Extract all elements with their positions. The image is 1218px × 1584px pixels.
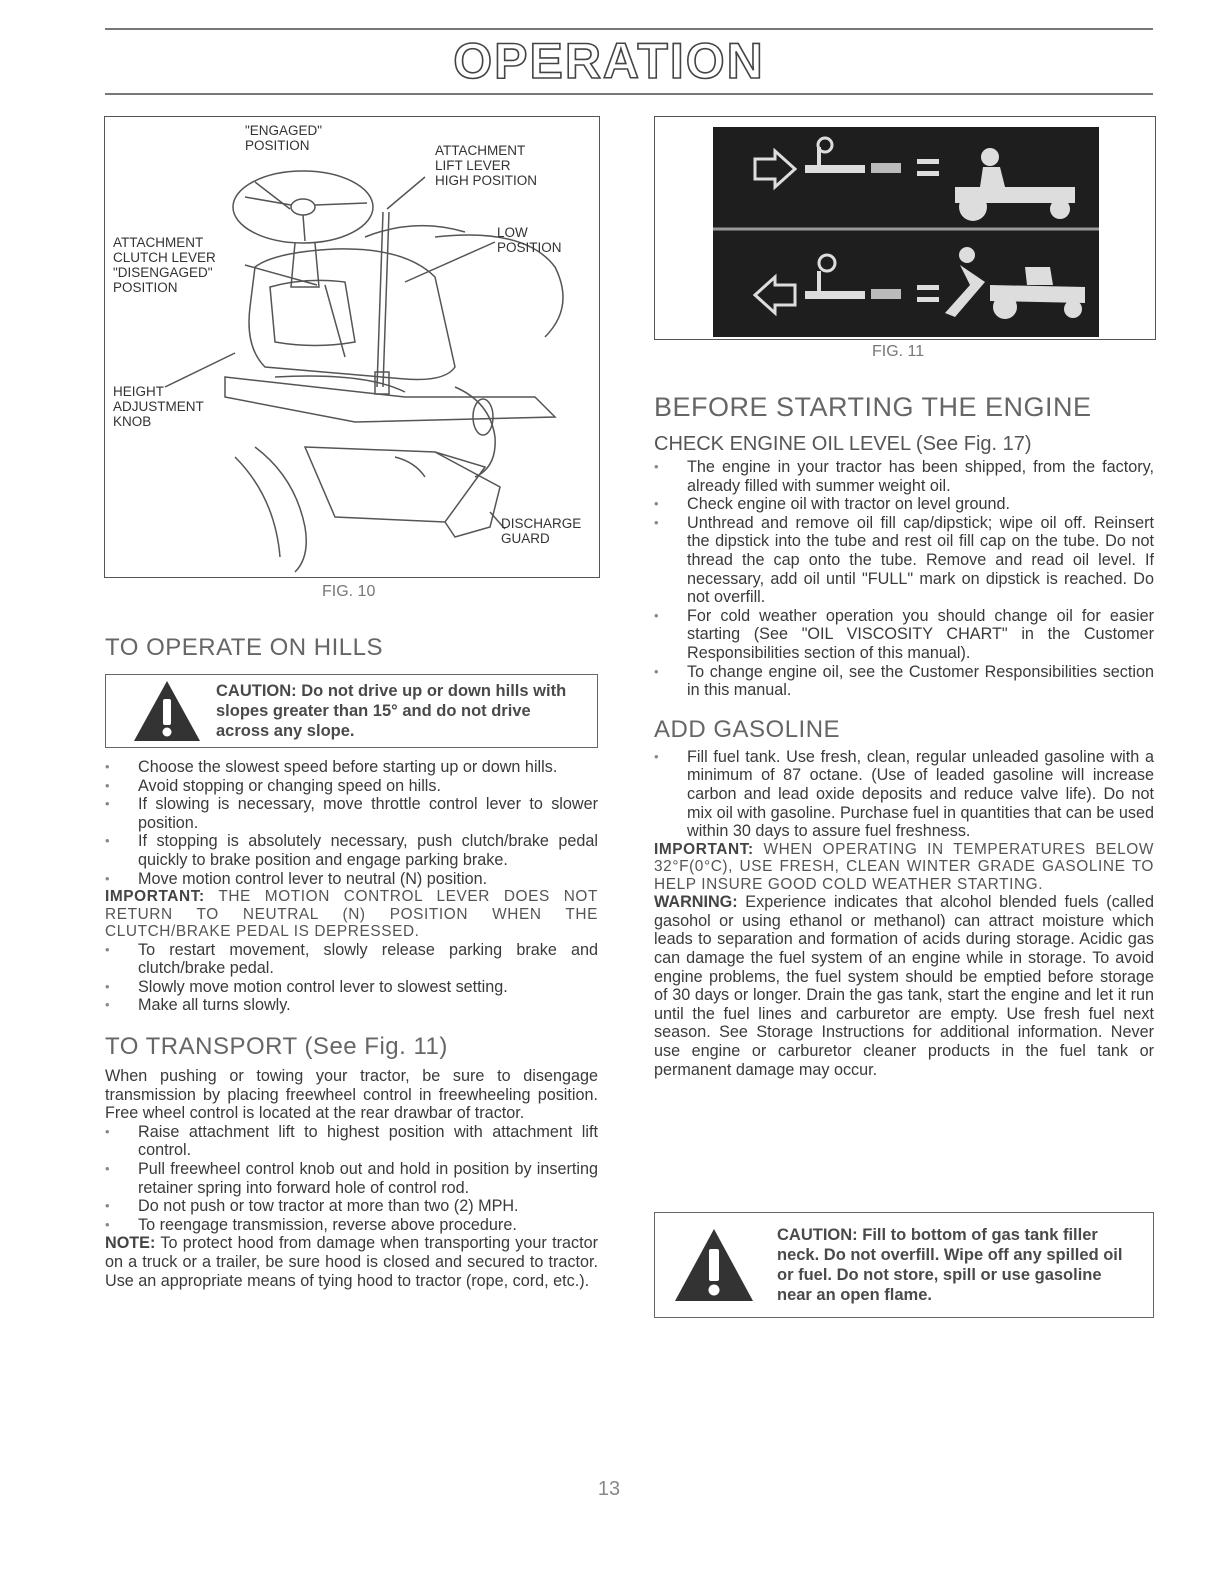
top-rule xyxy=(105,28,1153,30)
hills-caution-text: CAUTION: Do not drive up or down hills with slopes greater than 15° and do not drive across any slope. xyxy=(216,682,567,740)
hills-bullet: • Slowly move motion control lever to slowest setting. xyxy=(105,978,598,997)
hills-bullet: • If stopping is absolutely necessary, push clutch/brake pedal quickly to brake position and engage parking brake. xyxy=(105,832,598,869)
before-starting-heading: BEFORE STARTING THE ENGINE xyxy=(654,392,1092,422)
callout-engaged-position: "ENGAGED" POSITION xyxy=(245,123,323,153)
hills-important xyxy=(105,888,598,941)
gas-warning xyxy=(654,893,1154,1079)
note-lead: NOTE: xyxy=(105,1234,156,1253)
warning-triangle-icon xyxy=(132,679,202,743)
freewheel-decal-drawing xyxy=(655,117,1155,339)
hills-bullet: • Move motion control lever to neutral (N) position. xyxy=(105,870,598,889)
transport-bullet: • Pull freewheel control knob out and hold in position by inserting retainer spring into forward hole of control rod. xyxy=(105,1160,598,1197)
hills-bullet: • Avoid stopping or changing speed on hills. xyxy=(105,777,598,796)
oil-bullet: • Check engine oil with tractor on level ground. xyxy=(654,495,1154,514)
transport-note xyxy=(105,1234,598,1290)
oil-bullet: • Unthread and remove oil fill cap/dipstick; wipe oil off. Reinsert the dipstick into the tube and rest oil fill cap on the tube. Do not thread the cap onto the tube. Remove and read oil level. If necessary, add oil until "FULL" mark on dipstick is reached. Do not overfill. xyxy=(654,514,1154,607)
transport-intro: When pushing or towing your tractor, be sure to disengage transmission by placing freewheel control in freewheeling position. Free wheel control is located at the rear drawbar of tractor. xyxy=(105,1067,598,1123)
gas-caution-text: CAUTION: Fill to bottom of gas tank filler neck. Do not overfill. Wipe off any spilled oil or fuel. Do not store, spill or use gasoline near an open flame. xyxy=(777,1226,1123,1304)
title-rule xyxy=(105,93,1153,95)
figure-11 xyxy=(654,116,1156,340)
gas-bullet: • Fill fuel tank. Use fresh, clean, regular unleaded gasoline with a minimum of 87 octane. (Use of leaded gasoline will increase carbon and lead oxide deposits and reduce valve life). Do not mix oil with gasoline. Purchase fuel in quantities that can be used within 30 days to assure fuel freshness. xyxy=(654,748,1154,841)
oil-bullet: • To change engine oil, see the Customer Responsibilities section in this manual. xyxy=(654,663,1154,700)
note-text: To protect hood from damage when transporting your tractor on a truck or a trailer, be sure hood is closed and secured to tractor. Use an appropriate means of tying hood to tractor (rope, cord, etc.). xyxy=(105,1234,598,1290)
callout-height-adjustment-knob: HEIGHT ADJUSTMENT KNOB xyxy=(113,384,204,429)
important-text: THE MOTION CONTROL LEVER DOES NOT RETURN TO NEUTRAL (N) POSITION WHEN THE CLUTCH/BRAKE PEDAL IS DEPRESSED. xyxy=(105,888,598,941)
left-column xyxy=(105,634,598,662)
page-title: OPERATION xyxy=(453,33,765,89)
important-text: WHEN OPERATING IN TEMPERATURES BELOW 32°F(0°C), USE FRESH, CLEAN WINTER GRADE GASOLINE TO HELP INSURE GOOD COLD WEATHER STARTING. xyxy=(654,840,1154,893)
figure-10-caption: FIG. 10 xyxy=(322,583,376,600)
hills-bullet: • If slowing is necessary, move throttle control lever to slower position. xyxy=(105,795,598,832)
oil-bullet: • The engine in your tractor has been shipped, from the factory, already filled with summer weight oil. xyxy=(654,458,1154,495)
callout-attachment-clutch-lever: ATTACHMENT CLUTCH LEVER "DISENGAGED" POSITION xyxy=(113,235,216,295)
gas-important xyxy=(654,841,1154,894)
check-oil-subheading: CHECK ENGINE OIL LEVEL (See Fig. 17) xyxy=(654,433,1032,455)
hills-bullet: • To restart movement, slowly release parking brake and clutch/brake pedal. xyxy=(105,941,598,978)
warning-triangle-icon xyxy=(673,1227,755,1303)
transport-bullet: • Do not push or tow tractor at more than two (2) MPH. xyxy=(105,1197,598,1216)
figure-11-caption: FIG. 11 xyxy=(872,343,925,360)
hills-body xyxy=(105,758,598,1290)
transport-heading: TO TRANSPORT (See Fig. 11) xyxy=(105,1033,448,1061)
callout-discharge-guard: DISCHARGE GUARD xyxy=(501,516,582,546)
hills-bullet: • Choose the slowest speed before starting up or down hills. xyxy=(105,758,598,777)
warning-lead: WARNING: xyxy=(654,893,738,912)
important-lead: IMPORTANT: xyxy=(105,888,205,906)
add-gasoline-heading: ADD GASOLINE xyxy=(654,715,841,743)
transport-bullet: • Raise attachment lift to highest position with attachment lift control. xyxy=(105,1123,598,1160)
figure-10 xyxy=(104,116,600,578)
callout-low-position: LOW POSITION xyxy=(497,225,562,255)
right-column xyxy=(654,392,1154,1079)
important-lead: IMPORTANT: xyxy=(654,840,754,858)
hills-caution-box xyxy=(105,674,598,748)
callout-attachment-lift-lever: ATTACHMENT LIFT LEVER HIGH POSITION xyxy=(435,143,538,188)
hills-heading: TO OPERATE ON HILLS xyxy=(105,634,384,661)
warning-text: Experience indicates that alcohol blended fuels (called gasohol or using ethanol or methanol) can attract moisture which leads to separation and formation of acids during storage. Acidic gas can damage the fuel system of an engine while in storage. To avoid engine problems, the fuel system should be emptied before storage of 30 days or longer. Drain the gas tank, start the engine and let it run until the fuel lines and carburetor are empty. Use fresh fuel next season. See Storage Instructions for additional information. Never use engine or carburetor cleaner products in the fuel tank or permanent damage may occur. xyxy=(654,893,1154,1079)
transport-bullet: • To reengage transmission, reverse above procedure. xyxy=(105,1216,598,1235)
oil-bullet: • For cold weather operation you should change oil for easier starting (See "OIL VISCOSITY CHART" in the Customer Responsibilities section of this manual). xyxy=(654,607,1154,663)
hills-bullet: • Make all turns slowly. xyxy=(105,996,598,1015)
gas-caution-box xyxy=(654,1212,1154,1318)
page-number: 13 xyxy=(597,1478,621,1500)
